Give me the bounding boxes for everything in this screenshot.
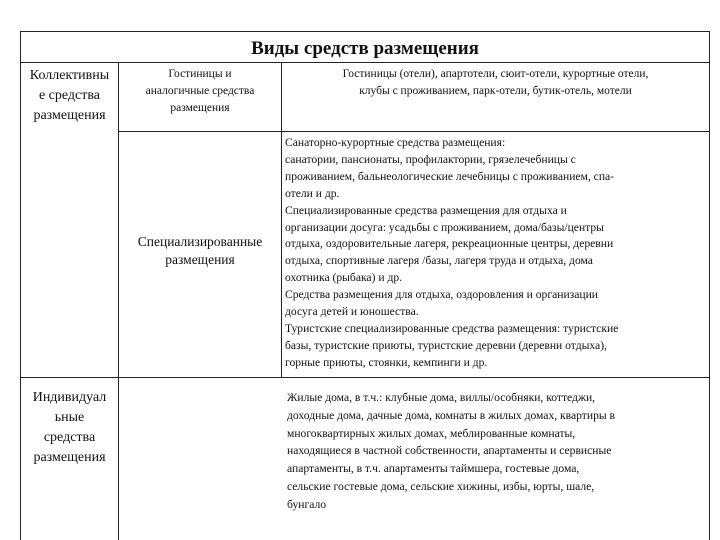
column-divider-1 <box>118 62 119 540</box>
title-divider <box>20 62 710 63</box>
table-title: Виды средств размещения <box>251 38 479 59</box>
row-divider-hotels <box>118 131 710 132</box>
individual-label: Индивидуал ьные средства размещения <box>32 390 107 465</box>
column-divider-2 <box>281 62 282 378</box>
specialized-description: Санаторно-курортные средства размещения: санатории, пансионаты, профилактории, грязелечебницы с проживанием, бальнеологические лечебницы с проживанием, спа- отели и др. Специализированные средства размещения для отдыха и организации досуга: усадьбы с проживанием, дома/базы/центры отдыха, оздоровительные лагеря, рекреационные центры, деревни отдыха, спортивные лагеря /базы, лагеря труда и отдыха, дома охотника (рыбака) и др. Средства размещения для отдыха, оздоровления и организации досуга детей и юношества. Туристские специализированные средства размещения: туристские базы, туристские приюты, туристские деревни (деревни отдыха), горные приюты, стоянки, кемпинги и др. <box>285 136 619 369</box>
table-border-top <box>20 31 710 32</box>
collective-label: Коллективны е средства размещения <box>29 68 110 123</box>
specialized-label: Специализированные размещения <box>137 234 263 267</box>
hotels-label: Гостиницы и аналогичные средства размещения <box>145 68 255 114</box>
row-divider-individual <box>20 377 710 378</box>
individual-description: Жилые дома, в т.ч.: клубные дома, виллы/особняки, коттеджи, доходные дома, дачные дома, комнаты в жилых домах, квартиры в многоквартирных жилых домах, меблированные комнаты, находящиеся в частной собственности, апартаменты и сервисные апартаменты, в т.ч. апартаменты таймшера, гостевые дома, сельские гостевые дома, сельские хижины, избы, юрты, шале, бунгало <box>287 391 616 511</box>
hotels-description: Гостиницы (отели), апартотели, сюит-отели, курортные отели, клубы с проживанием, парк-отели, бутик-отель, мотели <box>342 68 649 97</box>
table-border-right <box>709 31 710 540</box>
